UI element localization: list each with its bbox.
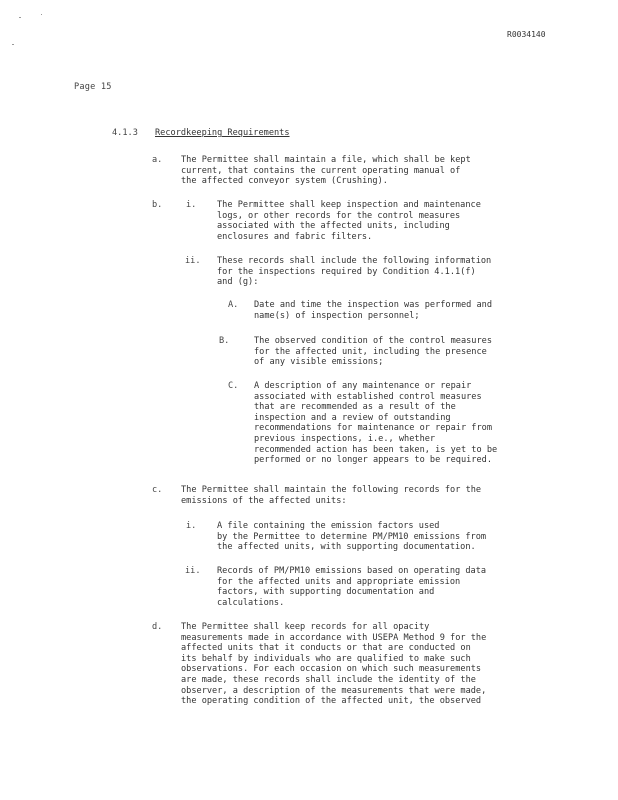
text-line: and (g): bbox=[217, 277, 259, 288]
text-line: factors, with supporting documentation and bbox=[217, 587, 435, 598]
scan-speck bbox=[12, 44, 14, 45]
text-line: performed or no longer appears to be required. bbox=[254, 455, 492, 466]
text-line: Date and time the inspection was performed and bbox=[254, 300, 492, 310]
text-line: previous inspections, i.e., whether bbox=[254, 433, 436, 444]
scan-speck bbox=[19, 17, 21, 18]
text-line: The observed condition of the control measures bbox=[254, 336, 492, 346]
text-line: The Permittee shall keep inspection and maintenance bbox=[217, 200, 481, 210]
text-line: of any visible emissions; bbox=[254, 357, 384, 368]
text-line: measurements made in accordance with USEPA Method 9 for the bbox=[181, 632, 487, 643]
text-line: A file containing the emission factors used bbox=[217, 521, 440, 531]
text-line: Records of PM/PM10 emissions based on operating data bbox=[217, 566, 487, 576]
document-id: R0034140 bbox=[507, 30, 546, 39]
item-b-ii-c-label: C. bbox=[228, 381, 239, 391]
text-line: recommendations for maintenance or repair from bbox=[254, 423, 492, 434]
text-line: logs, or other records for the control measures bbox=[217, 210, 461, 221]
text-line: The Permittee shall maintain the following records for the bbox=[181, 485, 482, 495]
text-line: recommended action has been taken, is yet to be bbox=[254, 444, 498, 455]
text-line: emissions of the affected units: bbox=[181, 495, 347, 506]
item-c-i-text bbox=[217, 521, 486, 553]
item-b-i-text bbox=[217, 200, 481, 242]
item-b-ii-a-text bbox=[254, 300, 492, 321]
text-line: observations. For each occasion on which such measurements bbox=[181, 664, 482, 675]
text-line: for the inspections required by Condition 4.1.1(f) bbox=[217, 266, 476, 277]
text-line: The Permittee shall maintain a file, which shall be kept bbox=[181, 155, 471, 165]
text-line: current, that contains the current operating manual of bbox=[181, 165, 461, 176]
text-line: that are recommended as a result of the bbox=[254, 402, 456, 413]
text-line: the operating condition of the affected unit, the observed bbox=[181, 696, 482, 707]
text-line: associated with the affected units, including bbox=[217, 221, 450, 232]
item-a-text bbox=[181, 155, 471, 187]
item-b-ii-label: ii. bbox=[185, 256, 201, 266]
text-line: affected units that it conducts or that are conducted on bbox=[181, 643, 471, 654]
text-line: calculations. bbox=[217, 597, 285, 608]
text-line: inspection and a review of outstanding bbox=[254, 412, 451, 423]
item-c-text bbox=[181, 485, 481, 506]
item-a-label: a. bbox=[152, 155, 163, 165]
text-line: The Permittee shall keep records for all opacity bbox=[181, 622, 430, 632]
item-b-ii-c-text bbox=[254, 381, 497, 466]
item-c-label: c. bbox=[152, 485, 163, 495]
section-number: 4.1.3 bbox=[112, 128, 138, 138]
text-line: for the affected unit, including the presence bbox=[254, 346, 487, 357]
text-line: its behalf by individuals who are qualified to make such bbox=[181, 653, 471, 664]
item-c-i-label: i. bbox=[186, 521, 197, 531]
item-b-ii-a-label: A. bbox=[228, 300, 239, 310]
text-line: by the Permittee to determine PM/PM10 emissions from bbox=[217, 531, 487, 542]
item-b-i-label: i. bbox=[186, 200, 197, 210]
item-d-text bbox=[181, 622, 486, 707]
text-line: name(s) of inspection personnel; bbox=[254, 310, 420, 321]
item-b-ii-b-text bbox=[254, 336, 492, 368]
item-b-ii-text bbox=[217, 256, 491, 288]
text-line: observer, a description of the measurements that were made, bbox=[181, 685, 487, 696]
item-c-ii-label: ii. bbox=[185, 566, 201, 576]
section-title: Recordkeeping Requirements bbox=[155, 128, 290, 138]
page-number: Page 15 bbox=[74, 82, 112, 92]
scan-speck bbox=[41, 14, 42, 15]
text-line: A description of any maintenance or repair bbox=[254, 381, 472, 391]
text-line: the affected units, with supporting documentation. bbox=[217, 542, 476, 553]
item-c-ii-text bbox=[217, 566, 486, 608]
text-line: the affected conveyor system (Crushing). bbox=[181, 176, 388, 187]
text-line: are made, these records shall include the identity of the bbox=[181, 674, 476, 685]
text-line: enclosures and fabric filters. bbox=[217, 231, 373, 242]
text-line: associated with established control measures bbox=[254, 391, 482, 402]
item-d-label: d. bbox=[152, 622, 163, 632]
item-b-label: b. bbox=[152, 200, 163, 210]
item-b-ii-b-label: B. bbox=[219, 336, 230, 346]
text-line: for the affected units and appropriate emission bbox=[217, 576, 461, 587]
text-line: These records shall include the following information bbox=[217, 256, 492, 266]
